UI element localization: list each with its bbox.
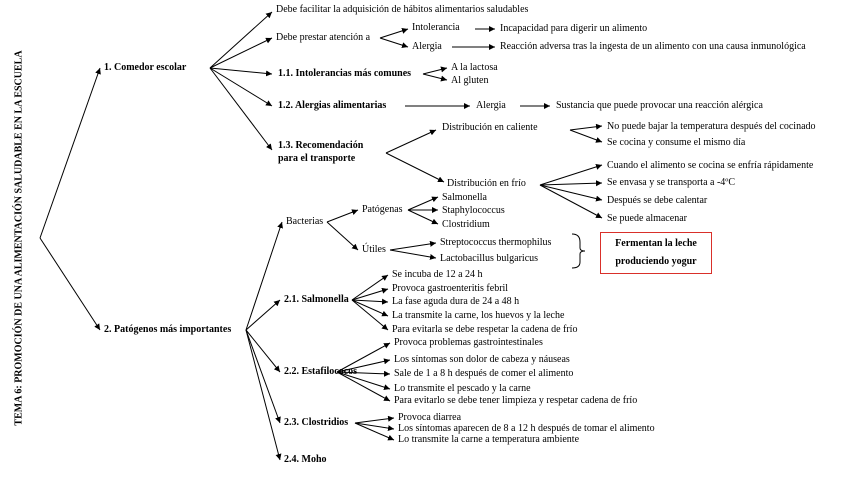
item-gluten: Al gluten [451, 75, 489, 86]
frio-item: Después se debe calentar [607, 195, 708, 206]
patogena-item: Clostridium [442, 219, 490, 230]
sub-recomendacion-line2: para el transporte [278, 153, 356, 164]
estafilococos-item: Provoca problemas gastrointestinales [394, 337, 543, 348]
label-utiles: Útiles [362, 244, 386, 255]
label-bacterias: Bacterias [286, 216, 324, 227]
label-distribucion-caliente: Distribución en caliente [442, 122, 538, 133]
sub-intolerancias-comunes: 1.1. Intolerancias más comunes [278, 68, 412, 79]
item-lactosa: A la lactosa [451, 62, 498, 73]
label-distribucion-frio: Distribución en frío [447, 178, 526, 189]
box-line-2: produciendo yogur [615, 256, 697, 267]
sub-alergias-alimentarias: 1.2. Alergias alimentarias [278, 100, 387, 111]
diagram-title: TEMA 6: PROMOCIÓN DE UNA ALIMENTACIÓN SALUDABLE EN LA ESCUELA [13, 50, 25, 426]
label-alergia: Alergia [412, 41, 442, 52]
util-item: Streptococcus thermophilus [440, 237, 552, 248]
frio-item: Se puede almacenar [607, 213, 687, 224]
clostridios-item: Los síntomas aparecen de 8 a 12 h después de tomar el alimento [398, 423, 655, 434]
def-alergia: Reacción adversa tras la ingesta de un alimento con una causa inmunológica [500, 41, 806, 52]
sub-recomendacion-line1: 1.3. Recomendación [278, 140, 364, 151]
label-intolerancia: Intolerancia [412, 22, 460, 33]
label-patogenas: Patógenas [362, 204, 403, 215]
salmonella-item: Para evitarla se debe respetar la cadena de frío [392, 324, 578, 335]
caliente-item: No puede bajar la temperatura después del cocinado [607, 121, 816, 132]
yogur-box [600, 232, 712, 274]
def-alergia-2: Sustancia que puede provocar una reacción alérgica [556, 100, 763, 111]
frio-item: Se envasa y se transporta a -4ºC [607, 177, 736, 188]
estafilococos-item: Lo transmite el pescado y la carne [394, 383, 531, 394]
branch-comedor-escolar: 1. Comedor escolar [104, 62, 187, 73]
def-intolerancia: Incapacidad para digerir un alimento [500, 23, 648, 34]
estafilococos-item: Para evitarlo se debe tener limpieza y respetar cadena de frío [394, 395, 638, 406]
salmonella-item: Se incuba de 12 a 24 h [392, 269, 483, 280]
salmonella-item: La transmite la carne, los huevos y la leche [392, 310, 565, 321]
item-habitos: Debe facilitar la adquisición de hábitos alimentarios saludables [276, 4, 529, 15]
item-atencion: Debe prestar atención a [276, 32, 371, 43]
estafilococos-item: Los síntomas son dolor de cabeza y náuseas [394, 354, 570, 365]
clostridios-item: Provoca diarrea [398, 412, 462, 423]
patogena-item: Staphylococcus [442, 205, 505, 216]
util-item: Lactobacillus bulgaricus [440, 253, 539, 264]
sub-moho: 2.4. Moho [284, 454, 327, 465]
salmonella-item: Provoca gastroenteritis febril [392, 283, 509, 294]
label-alergia-2: Alergia [476, 100, 506, 111]
estafilococos-item: Sale de 1 a 8 h después de comer el alimento [394, 368, 574, 379]
caliente-item: Se cocina y consume el mismo día [607, 137, 746, 148]
sub-estafilococos: 2.2. Estafilococos [284, 366, 358, 377]
patogena-item: Salmonella [442, 192, 487, 203]
sub-salmonella: 2.1. Salmonella [284, 294, 349, 305]
branch-patogenos: 2. Patógenos más importantes [104, 324, 232, 335]
box-line-1: Fermentan la leche [615, 238, 697, 249]
frio-item: Cuando el alimento se cocina se enfría rápidamente [607, 160, 814, 171]
clostridios-item: Lo transmite la carne a temperatura ambiente [398, 434, 580, 445]
salmonella-item: La fase aguda dura de 24 a 48 h [392, 296, 520, 307]
sub-clostridios: 2.3. Clostridios [284, 417, 349, 428]
